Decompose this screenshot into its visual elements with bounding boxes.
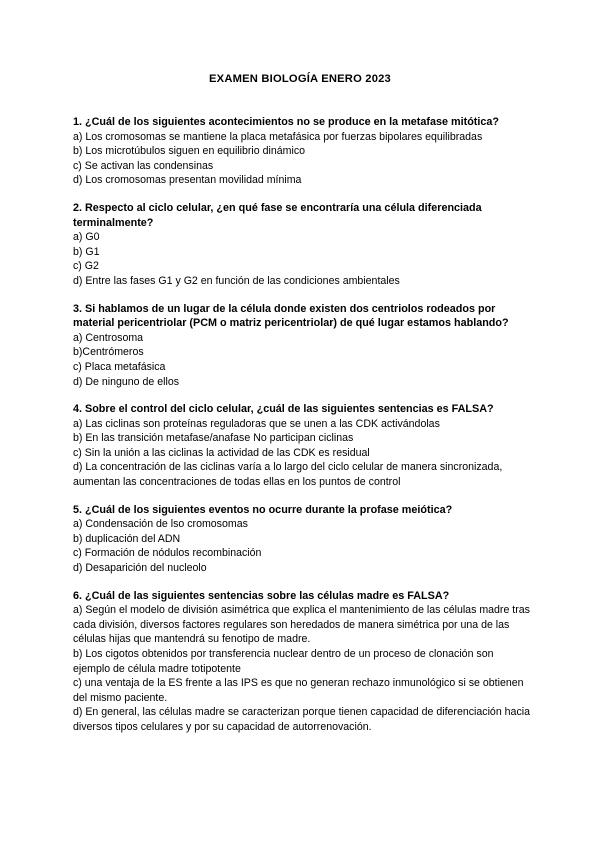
question-1	[73, 115, 533, 188]
answer-option-c: c) Sin la unión a las ciclinas la actividad de las CDK es residual	[73, 446, 370, 459]
exam-title: EXAMEN BIOLOGÍA ENERO 2023	[209, 73, 391, 85]
answer-option-a: a) G0	[73, 231, 100, 244]
answer-option-d: d) La concentración de las ciclinas varía a lo largo del ciclo celular de manera sincronizada, aumentan las concentraciones de todas ellas en los puntos de control	[73, 461, 503, 489]
answer-option-b: b) duplicación del ADN	[73, 532, 181, 545]
answer-option-a: a) Las ciclinas son proteínas reguladoras que se unen a las CDK activándolas	[73, 417, 440, 430]
question-5	[73, 503, 533, 576]
answer-option-a: a) Condensación de lso cromosomas	[73, 518, 248, 531]
answer-option-d: d) Los cromosomas presentan movilidad mínima	[73, 174, 302, 187]
question-4	[73, 402, 533, 490]
question-text: 2. Respecto al ciclo celular, ¿en qué fase se encontraría una célula diferenciada terminalmente?	[73, 201, 482, 229]
answer-option-d: d) Entre las fases G1 y G2 en función de las condiciones ambientales	[73, 274, 400, 287]
answer-option-c: c) Formación de nódulos recombinación	[73, 547, 262, 560]
answer-option-b: b) G1	[73, 245, 100, 258]
answer-option-c: c) G2	[73, 260, 99, 273]
question-text: 5. ¿Cuál de los siguientes eventos no ocurre durante la profase meiótica?	[73, 503, 453, 516]
question-2	[73, 201, 533, 289]
answer-option-c: c) Se activan las condensinas	[73, 159, 214, 172]
question-text: 4. Sobre el control del ciclo celular, ¿cuál de las siguientes sentencias es FALSA?	[73, 403, 494, 416]
question-3	[73, 302, 533, 390]
answer-option-a: a) Según el modelo de división asimétrica que explica el mantenimiento de las células madre tras cada división, diversos factores regulares son heredados de manera simétrica por una de las células hijas que mantendrá su fenotipo de madre.	[73, 604, 530, 646]
answer-option-c: c) una ventaja de la ES frente a las IPS es que no generan rechazo inmunológico si se obtienen del mismo paciente.	[73, 677, 524, 704]
answer-option-b: b) Los microtúbulos siguen en equilibrio dinámico	[73, 145, 306, 158]
question-text: 1. ¿Cuál de los siguientes acontecimientos no se produce en la metafase mitótica?	[73, 116, 499, 128]
question-list	[73, 115, 533, 748]
answer-option-d: d) De ninguno de ellos	[73, 375, 180, 388]
answer-option-b: b) En las transición metafase/anafase No participan ciclinas	[73, 432, 354, 445]
question-6	[73, 589, 533, 735]
answer-option-a: a) Centrosoma	[73, 331, 144, 344]
answer-option-d: d) Desaparición del nucleolo	[73, 562, 207, 575]
answer-option-b: b) Los cigotos obtenidos por transferencia nuclear dentro de un proceso de clonación son ejemplo de célula madre totipotente	[73, 648, 494, 675]
question-text: 3. Si hablamos de un lugar de la célula donde existen dos centriolos rodeados por material pericentriolar (PCM o matriz pericentriolar) de qué lugar estamos hablando?	[73, 302, 509, 330]
answer-option-a: a) Los cromosomas se mantiene la placa metafásica por fuerzas bipolares equilibradas	[73, 130, 483, 143]
question-text: 6. ¿Cuál de las siguientes sentencias sobre las células madre es FALSA?	[73, 589, 450, 602]
answer-option-c: c) Placa metafásica	[73, 360, 166, 373]
answer-option-d: d) En general, las células madre se caracterizan porque tienen capacidad de diferenciación hacia diversos tipos celulares y por su capacidad de autorrenovación.	[73, 706, 530, 733]
answer-option-b: b)Centrómeros	[73, 346, 144, 359]
